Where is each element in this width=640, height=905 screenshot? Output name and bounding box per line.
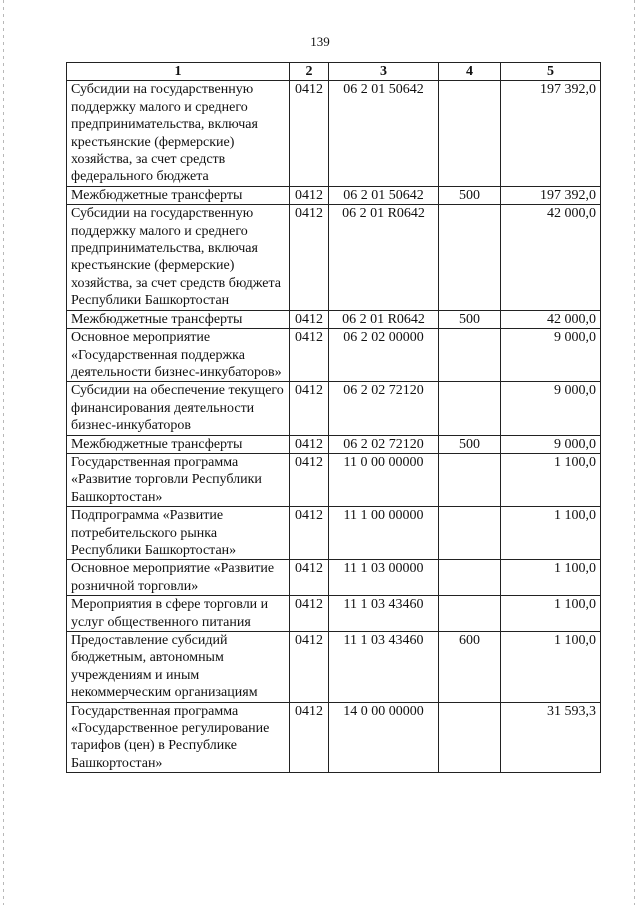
table-row (67, 632, 601, 703)
header-col-4: 4 (439, 63, 501, 81)
row-amount: 1 100,0 (501, 507, 601, 560)
row-section-code: 0412 (290, 310, 329, 328)
row-name: Межбюджетные трансферты (67, 435, 290, 453)
table-row (67, 186, 601, 204)
row-section-code: 0412 (290, 329, 329, 382)
row-name: Государственная программа «Развитие торговли Республики Башкортостан» (67, 453, 290, 506)
table-row (67, 382, 601, 435)
table-row (67, 81, 601, 186)
row-target-code: 06 2 01 50642 (329, 186, 439, 204)
row-section-code: 0412 (290, 382, 329, 435)
row-target-code: 11 1 03 43460 (329, 632, 439, 703)
row-name: Субсидии на обеспечение текущего финансирования деятельности бизнес-инкубаторов (67, 382, 290, 435)
row-amount: 1 100,0 (501, 632, 601, 703)
row-name: Мероприятия в сфере торговли и услуг общественного питания (67, 596, 290, 632)
row-amount: 1 100,0 (501, 560, 601, 596)
row-name: Подпрограмма «Развитие потребительского рынка Республики Башкортостан» (67, 507, 290, 560)
table-row (67, 507, 601, 560)
table-row (67, 702, 601, 773)
row-section-code: 0412 (290, 205, 329, 310)
row-name: Межбюджетные трансферты (67, 186, 290, 204)
row-target-code: 11 1 03 43460 (329, 596, 439, 632)
row-expense-kind (439, 560, 501, 596)
row-amount: 1 100,0 (501, 596, 601, 632)
row-target-code: 06 2 02 72120 (329, 435, 439, 453)
row-target-code: 06 2 02 00000 (329, 329, 439, 382)
header-col-3: 3 (329, 63, 439, 81)
row-section-code: 0412 (290, 507, 329, 560)
row-expense-kind: 600 (439, 632, 501, 703)
table-row (67, 310, 601, 328)
row-expense-kind (439, 81, 501, 186)
row-amount: 1 100,0 (501, 453, 601, 506)
row-target-code: 06 2 01 50642 (329, 81, 439, 186)
row-name: Предоставление субсидий бюджетным, автономным учреждениям и иным некоммерческим организациям (67, 632, 290, 703)
table-row (67, 205, 601, 310)
row-expense-kind: 500 (439, 310, 501, 328)
row-section-code: 0412 (290, 435, 329, 453)
row-expense-kind (439, 382, 501, 435)
header-col-1: 1 (67, 63, 290, 81)
table-header (67, 63, 601, 81)
table-row (67, 596, 601, 632)
row-target-code: 11 1 00 00000 (329, 507, 439, 560)
row-section-code: 0412 (290, 596, 329, 632)
row-expense-kind (439, 205, 501, 310)
row-amount: 197 392,0 (501, 186, 601, 204)
row-expense-kind (439, 329, 501, 382)
table-row (67, 453, 601, 506)
row-section-code: 0412 (290, 453, 329, 506)
row-target-code: 06 2 01 R0642 (329, 310, 439, 328)
row-expense-kind: 500 (439, 435, 501, 453)
row-target-code: 06 2 01 R0642 (329, 205, 439, 310)
row-name: Основное мероприятие «Развитие розничной торговли» (67, 560, 290, 596)
row-expense-kind (439, 507, 501, 560)
table-row (67, 435, 601, 453)
row-name: Государственная программа «Государственное регулирование тарифов (цен) в Республике Башкортостан» (67, 702, 290, 773)
page-number: 139 (310, 34, 330, 49)
row-name: Межбюджетные трансферты (67, 310, 290, 328)
row-expense-kind (439, 702, 501, 773)
row-expense-kind: 500 (439, 186, 501, 204)
row-section-code: 0412 (290, 702, 329, 773)
row-section-code: 0412 (290, 560, 329, 596)
row-amount: 42 000,0 (501, 310, 601, 328)
header-col-2: 2 (290, 63, 329, 81)
table-row (67, 329, 601, 382)
row-section-code: 0412 (290, 186, 329, 204)
row-expense-kind (439, 596, 501, 632)
row-expense-kind (439, 453, 501, 506)
row-target-code: 14 0 00 00000 (329, 702, 439, 773)
row-amount: 9 000,0 (501, 435, 601, 453)
right-scan-edge (634, 0, 635, 905)
row-target-code: 06 2 02 72120 (329, 382, 439, 435)
row-name: Субсидии на государственную поддержку малого и среднего предпринимательства, включая крестьянские (фермерские) хозяйства, за счет средств бюджета Республики Башкортостан (67, 205, 290, 310)
row-name: Субсидии на государственную поддержку малого и среднего предпринимательства, включая крестьянские (фермерские) хозяйства, за счет средств федерального бюджета (67, 81, 290, 186)
row-section-code: 0412 (290, 81, 329, 186)
row-name: Основное мероприятие «Государственная поддержка деятельности бизнес-инкубаторов» (67, 329, 290, 382)
budget-table (66, 62, 601, 773)
row-amount: 31 593,3 (501, 702, 601, 773)
row-section-code: 0412 (290, 632, 329, 703)
row-amount: 42 000,0 (501, 205, 601, 310)
table-row (67, 560, 601, 596)
row-target-code: 11 1 03 00000 (329, 560, 439, 596)
header-col-5: 5 (501, 63, 601, 81)
row-amount: 197 392,0 (501, 81, 601, 186)
row-target-code: 11 0 00 00000 (329, 453, 439, 506)
header-row (67, 63, 601, 81)
row-amount: 9 000,0 (501, 329, 601, 382)
row-amount: 9 000,0 (501, 382, 601, 435)
table-body (67, 81, 601, 773)
left-scan-edge (3, 0, 4, 905)
